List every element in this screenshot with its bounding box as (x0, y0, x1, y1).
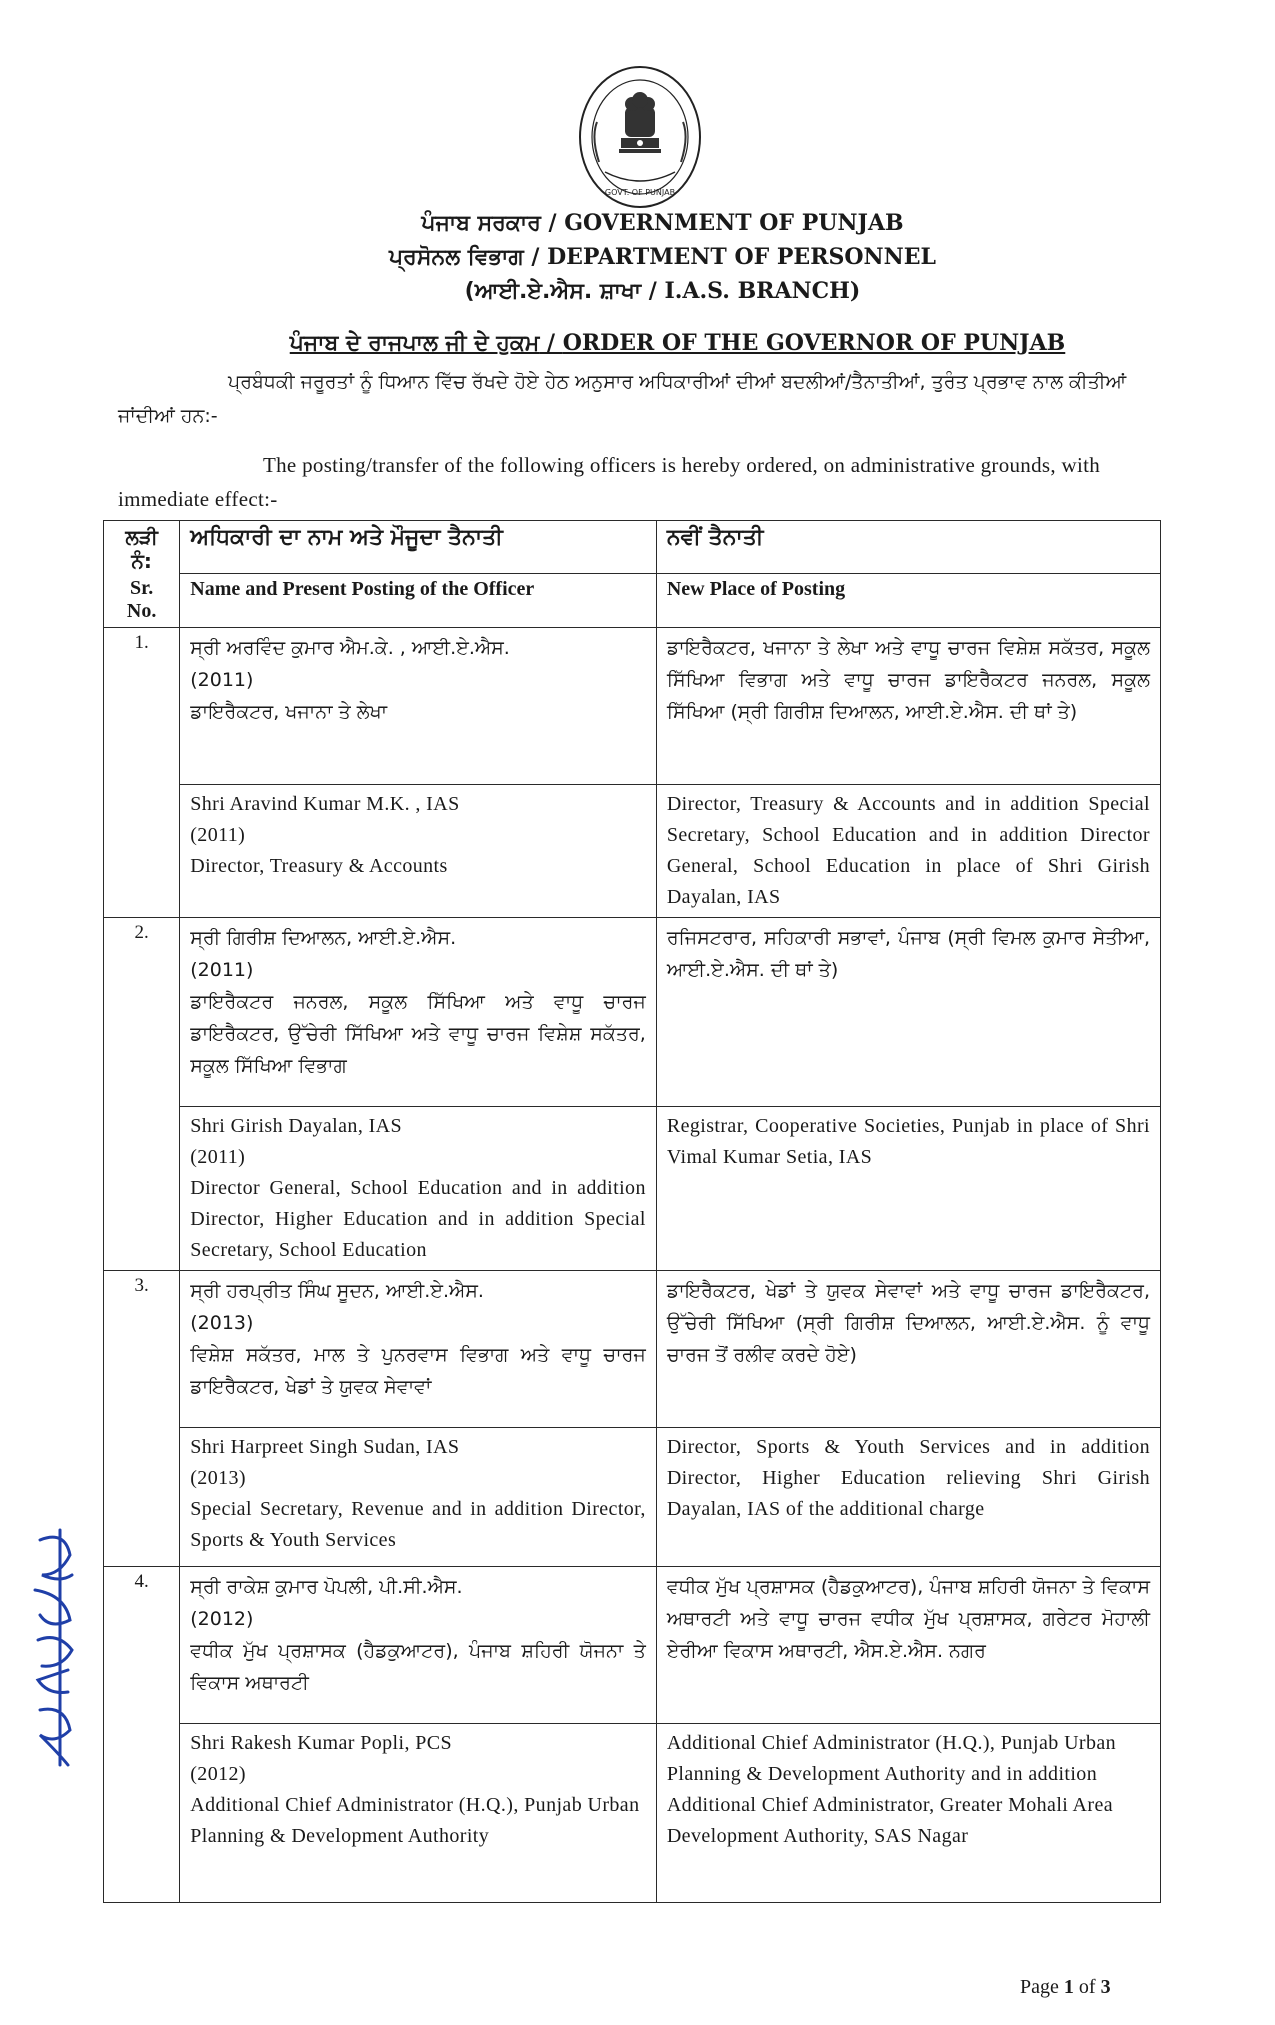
svg-text:GOVT. OF PUNJAB: GOVT. OF PUNJAB (604, 188, 676, 197)
officer-batch-pa: (2011) (190, 959, 254, 981)
officer-name-en: Shri Aravind Kumar M.K. , IAS (190, 793, 460, 815)
page-total: 3 (1100, 1976, 1111, 1998)
officer-name-pa: ਸ੍ਰੀ ਗਿਰੀਸ਼ ਦਿਆਲਨ, ਆਈ.ਏ.ਐਸ. (190, 927, 457, 949)
officer-name-pa: ਸ੍ਰੀ ਅਰਵਿੰਦ ਕੁਮਾਰ ਐਮ.ਕੇ. , ਆਈ.ਏ.ਐਸ. (190, 637, 510, 659)
handwritten-signature (20, 1520, 90, 1770)
row-new-pa: ਡਾਇਰੈਕਟਰ, ਖੇਡਾਂ ਤੇ ਯੁਵਕ ਸੇਵਾਵਾਂ ਅਤੇ ਵਾਧੂ ਚਾਰਜ ਡਾਇਰੈਕਟਰ, ਉੱਚੇਰੀ ਸਿੱਖਿਆ (ਸ੍ਰੀ ਗਿਰੀਸ਼ ਦਿਆਲਨ, ਆਈ.ਏ.ਐਸ. ਨੂੰ ਵਾਧੂ ਚਾਰਜ ਤੋਂ ਰਲੀਵ ਕਰਦੇ ਹੋਏ) (656, 1271, 1160, 1428)
header-sr-en: Sr. No. (104, 573, 180, 628)
row-new-pa: ਡਾਇਰੈਕਟਰ, ਖਜਾਨਾ ਤੇ ਲੇਖਾ ਅਤੇ ਵਾਧੂ ਚਾਰਜ ਵਿਸ਼ੇਸ਼ ਸਕੱਤਰ, ਸਕੂਲ ਸਿੱਖਿਆ ਵਿਭਾਗ ਅਤੇ ਵਾਧੂ ਚਾਰਜ ਡਾਇਰੈਕਟਰ ਜਨਰਲ, ਸਕੂਲ ਸਿੱਖਿਆ (ਸ੍ਰੀ ਗਿਰੀਸ਼ ਦਿਆਲਨ, ਆਈ.ਏ.ਐਸ. ਦੀ ਥਾਂ ਤੇ) (656, 628, 1160, 785)
row-present-en (180, 785, 657, 918)
order-title-pa: ਪੰਜਾਬ ਦੇ ਰਾਜਪਾਲ ਜੀ ਦੇ ਹੁਕਮ (289, 331, 540, 356)
officer-name-pa: ਸ੍ਰੀ ਹਰਪ੍ਰੀਤ ਸਿੰਘ ਸੂਦਨ, ਆਈ.ਏ.ਐਸ. (190, 1280, 484, 1302)
table-row (104, 1428, 1161, 1567)
header-branch-pa: (ਆਈ.ਏ.ਐਸ. ਸ਼ਾਖਾ (464, 279, 642, 304)
header-branch-en: I.A.S. BRANCH) (664, 278, 861, 304)
page-number (1020, 1976, 1111, 1999)
officer-posting-en: Special Secretary, Revenue and in addition Director, Sports & Youth Services (190, 1498, 646, 1551)
table-row (104, 1107, 1161, 1271)
header-new-pa: ਨਵੀਂ ਤੈਨਾਤੀ (656, 521, 1160, 574)
officer-posting-pa: ਵਿਸ਼ੇਸ਼ ਸਕੱਤਰ, ਮਾਲ ਤੇ ਪੁਨਰਵਾਸ ਵਿਭਾਗ ਅਤੇ ਵਾਧੂ ਚਾਰਜ ਡਾਇਰੈਕਟਰ, ਖੇਡਾਂ ਤੇ ਯੁਵਕ ਸੇਵਾਵਾਂ (190, 1344, 646, 1398)
table-row (104, 1567, 1161, 1724)
header-department-pa: ਪ੍ਰਸੋਨਲ ਵਿਭਾਗ (388, 245, 524, 270)
header-department-en: DEPARTMENT OF PERSONNEL (547, 244, 936, 270)
table-row (104, 1724, 1161, 1903)
header-government: ਪੰਜਾਬ ਸਰਕਾਰ / GOVERNMENT OF PUNJAB (421, 210, 904, 236)
row-present-en (180, 1428, 657, 1567)
row-serial: 1. (104, 628, 180, 918)
row-present-pa (180, 1271, 657, 1428)
officer-name-en: Shri Girish Dayalan, IAS (190, 1115, 403, 1137)
officer-posting-pa: ਵਧੀਕ ਮੁੱਖ ਪ੍ਰਸ਼ਾਸਕ (ਹੈਡਕੁਆਟਰ), ਪੰਜਾਬ ਸ਼ਹਿਰੀ ਯੋਜਨਾ ਤੇ ਵਿਕਾਸ ਅਥਾਰਟੀ (190, 1640, 646, 1694)
row-present-en (180, 1107, 657, 1271)
page-separator: of (1073, 1976, 1101, 1998)
row-present-pa (180, 918, 657, 1107)
row-new-en: Director, Treasury & Accounts and in addition Special Secretary, School Education and in addition Director General, School Education in place of Shri Girish Dayalan, IAS (656, 785, 1160, 918)
order-title-en: ORDER OF THE GOVERNOR OF PUNJAB (562, 330, 1066, 356)
row-new-en: Registrar, Cooperative Societies, Punjab in place of Shri Vimal Kumar Setia, IAS (656, 1107, 1160, 1271)
row-serial: 2. (104, 918, 180, 1271)
table-header-row-en (104, 573, 1161, 628)
row-present-pa (180, 628, 657, 785)
page-current: 1 (1063, 1976, 1074, 1998)
officer-posting-en: Additional Chief Administrator (H.Q.), Punjab Urban Planning & Development Authority (190, 1794, 640, 1847)
row-present-en (180, 1724, 657, 1903)
row-new-pa: ਵਧੀਕ ਮੁੱਖ ਪ੍ਰਸ਼ਾਸਕ (ਹੈਡਕੁਆਟਰ), ਪੰਜਾਬ ਸ਼ਹਿਰੀ ਯੋਜਨਾ ਤੇ ਵਿਕਾਸ ਅਥਾਰਟੀ ਅਤੇ ਵਾਧੂ ਚਾਰਜ ਵਧੀਕ ਮੁੱਖ ਪ੍ਰਸ਼ਾਸਕ, ਗਰੇਟਰ ਮੋਹਾਲੀ ਏਰੀਆ ਵਿਕਾਸ ਅਥਾਰਟੀ, ਐਸ.ਏ.ਐਸ. ਨਗਰ (656, 1567, 1160, 1724)
officer-posting-en: Director, Treasury & Accounts (190, 855, 448, 877)
postings-table (103, 520, 1161, 1903)
order-title: ਪੰਜਾਬ ਦੇ ਰਾਜਪਾਲ ਜੀ ਦੇ ਹੁਕਮ / ORDER OF THE GOVERNOR OF PUNJAB (289, 330, 1066, 356)
table-row (104, 628, 1161, 785)
government-emblem-icon (575, 62, 705, 212)
officer-posting-pa: ਡਾਇਰੈਕਟਰ ਜਨਰਲ, ਸਕੂਲ ਸਿੱਖਿਆ ਅਤੇ ਵਾਧੂ ਚਾਰਜ ਡਾਇਰੈਕਟਰ, ਉੱਚੇਰੀ ਸਿੱਖਿਆ ਅਤੇ ਵਾਧੂ ਚਾਰਜ ਵਿਸ਼ੇਸ਼ ਸਕੱਤਰ, ਸਕੂਲ ਸਿੱਖਿਆ ਵਿਭਾਗ (190, 991, 646, 1077)
row-new-pa: ਰਜਿਸਟਰਾਰ, ਸਹਿਕਾਰੀ ਸਭਾਵਾਂ, ਪੰਜਾਬ (ਸ੍ਰੀ ਵਿਮਲ ਕੁਮਾਰ ਸੇਤੀਆ, ਆਈ.ਏ.ਐਸ. ਦੀ ਥਾਂ ਤੇ) (656, 918, 1160, 1107)
officer-batch-en: (2013) (190, 1467, 246, 1489)
table-row (104, 1271, 1161, 1428)
officer-batch-en: (2011) (190, 1146, 246, 1168)
officer-batch-pa: (2013) (190, 1312, 254, 1334)
row-present-pa (180, 1567, 657, 1724)
officer-batch-en: (2011) (190, 824, 246, 846)
header-government-pa: ਪੰਜਾਬ ਸਰਕਾਰ (421, 211, 541, 236)
header-name-pa: ਅਧਿਕਾਰੀ ਦਾ ਨਾਮ ਅਤੇ ਮੌਜੂਦਾ ਤੈਨਾਤੀ (180, 521, 657, 574)
table-row (104, 785, 1161, 918)
header-name-en: Name and Present Posting of the Officer (180, 573, 657, 628)
header-new-en: New Place of Posting (656, 573, 1160, 628)
officer-batch-en: (2012) (190, 1763, 246, 1785)
officer-batch-pa: (2012) (190, 1608, 254, 1630)
row-new-en: Additional Chief Administrator (H.Q.), Punjab Urban Planning & Development Authority and in addition Additional Chief Administrator, Greater Mohali Area Development Authority, SAS Nagar (656, 1724, 1160, 1903)
table-header-row-pa (104, 521, 1161, 574)
officer-posting-en: Director General, School Education and in addition Director, Higher Education and in addition Special Secretary, School Education (190, 1177, 646, 1261)
header-department: ਪ੍ਰਸੋਨਲ ਵਿਭਾਗ / DEPARTMENT OF PERSONNEL (388, 244, 936, 270)
officer-name-en: Shri Rakesh Kumar Popli, PCS (190, 1732, 453, 1754)
intro-paragraph-pa: ਪ੍ਰਬੰਧਕੀ ਜਰੂਰਤਾਂ ਨੂੰ ਧਿਆਨ ਵਿੱਚ ਰੱਖਦੇ ਹੋਏ ਹੇਠ ਅਨੁਸਾਰ ਅਧਿਕਾਰੀਆਂ ਦੀਆਂ ਬਦਲੀਆਂ/ਤੈਨਾਤੀਆਂ, ਤੁਰੰਤ ਪ੍ਰਭਾਵ ਨਾਲ ਕੀਤੀਆਂ ਜਾਂਦੀਆਂ ਹਨ:- (118, 371, 1127, 427)
page-label: Page (1020, 1976, 1064, 1998)
header-government-en: GOVERNMENT OF PUNJAB (564, 210, 904, 236)
officer-posting-pa: ਡਾਇਰੈਕਟਰ, ਖਜਾਨਾ ਤੇ ਲੇਖਾ (190, 701, 388, 723)
header-branch: (ਆਈ.ਏ.ਐਸ. ਸ਼ਾਖਾ / I.A.S. BRANCH) (464, 278, 861, 304)
officer-name-pa: ਸ੍ਰੀ ਰਾਕੇਸ਼ ਕੁਮਾਰ ਪੋਪਲੀ, ਪੀ.ਸੀ.ਐਸ. (190, 1576, 463, 1598)
row-serial: 3. (104, 1271, 180, 1567)
table-row (104, 918, 1161, 1107)
row-new-en: Director, Sports & Youth Services and in addition Director, Higher Education relieving Shri Girish Dayalan, IAS of the additional charge (656, 1428, 1160, 1567)
officer-batch-pa: (2011) (190, 669, 254, 691)
row-serial: 4. (104, 1567, 180, 1903)
officer-name-en: Shri Harpreet Singh Sudan, IAS (190, 1436, 460, 1458)
header-sr-pa: ਲੜੀ ਨੰ: (104, 521, 180, 574)
intro-paragraph-en: The posting/transfer of the following officers is hereby ordered, on administrative grounds, with immediate effect:- (118, 453, 1101, 511)
